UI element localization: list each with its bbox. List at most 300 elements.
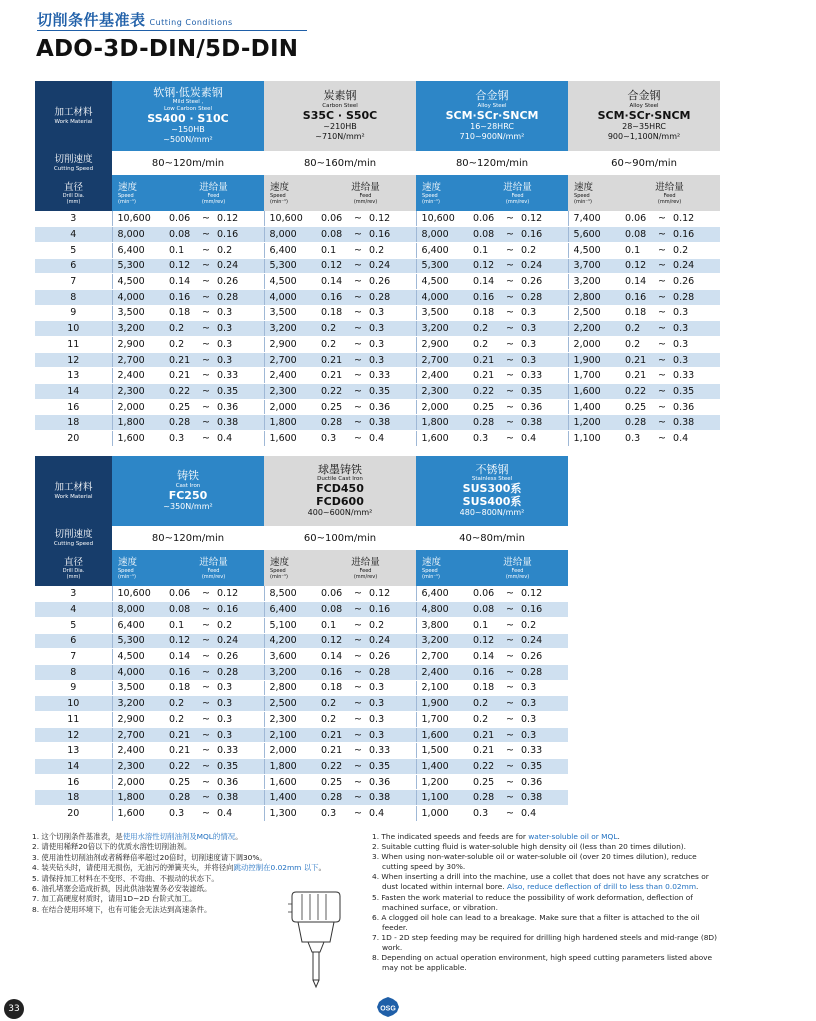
feed-min: 0.21 (321, 370, 343, 382)
table-row (35, 586, 568, 602)
feed-cell (315, 649, 416, 665)
feed-cell (467, 415, 568, 431)
note-text: 8. 在结合使用环境下，也有可能会无法达到高速条件。 (32, 904, 212, 914)
material-name-en: Alloy Steel (629, 102, 659, 109)
feed-cell (315, 211, 416, 227)
table-row (35, 696, 568, 712)
speed-cell: 2,500 (264, 696, 315, 712)
feed-min: 0.3 (321, 807, 337, 819)
speed-cell: 1,800 (112, 415, 163, 431)
feed-zh: 进给量 (351, 181, 380, 193)
feed-tilde: ~ (506, 432, 515, 444)
note-item (372, 893, 724, 913)
feed-min: 0.22 (473, 760, 495, 772)
feed-min: 0.06 (473, 588, 495, 600)
feed-min: 0.25 (473, 776, 495, 788)
feed-cell (467, 602, 568, 618)
material-header (416, 81, 568, 151)
table-row (35, 727, 568, 743)
note-highlight: water-soluble oil or MQL (528, 832, 618, 841)
material-header (416, 456, 568, 526)
feed-tilde: ~ (506, 213, 515, 225)
feed-max: 0.12 (217, 588, 239, 600)
speed-cell: 3,500 (112, 305, 163, 321)
feed-max: 0.28 (369, 666, 391, 678)
feed-cell (163, 384, 264, 400)
feed-min: 0.16 (169, 291, 191, 303)
speed-cell: 1,100 (568, 431, 619, 447)
feed-max: 0.3 (369, 682, 385, 694)
feed-tilde: ~ (202, 635, 210, 647)
material-spec-2: 710~900N/mm² (459, 131, 525, 141)
feed-en: Feed (207, 567, 220, 574)
feed-min: 0.08 (169, 229, 191, 241)
feed-tilde: ~ (202, 432, 210, 444)
speed-cell: 4,800 (416, 602, 467, 618)
speed-cell: 1,200 (568, 415, 619, 431)
feed-max: 0.26 (369, 276, 391, 288)
speed-cell: 3,200 (264, 664, 315, 680)
feed-tilde: ~ (202, 354, 210, 366)
speed-cell: 2,700 (112, 727, 163, 743)
feed-tilde: ~ (202, 370, 210, 382)
speed-cell: 1,800 (416, 415, 467, 431)
feed-max: 0.4 (369, 432, 385, 444)
feed-max: 0.26 (217, 651, 239, 663)
feed-min: 0.18 (321, 682, 343, 694)
material-spec: 400~600N/mm² (307, 507, 373, 517)
speed-cell: 1,700 (416, 712, 467, 728)
feed-min: 0.14 (169, 651, 191, 663)
feed-max: 0.33 (217, 745, 239, 757)
feed-max: 0.24 (369, 635, 391, 647)
speed-cell: 3,200 (416, 321, 467, 337)
feed-tilde: ~ (506, 604, 514, 616)
feed-min: 0.21 (473, 745, 495, 757)
feed-max: 0.24 (521, 260, 543, 272)
feed-max: 0.16 (673, 229, 695, 241)
feed-tilde: ~ (658, 260, 667, 272)
feed-max: 0.3 (369, 713, 385, 725)
title-divider (37, 30, 307, 31)
note-highlight: 使用水溶性切削油剂及MQL的情况 (122, 832, 236, 841)
feed-cell (163, 305, 264, 321)
feed-header (163, 550, 264, 586)
feed-max: 0.2 (369, 244, 385, 256)
feed-tilde: ~ (202, 651, 210, 663)
feed-min: 0.3 (473, 807, 489, 819)
feed-cell (315, 602, 416, 618)
feed-tilde: ~ (202, 588, 210, 600)
feed-cell (315, 586, 416, 602)
speed-en: Speed (118, 192, 134, 199)
table-row (35, 680, 568, 696)
feed-tilde: ~ (506, 619, 514, 631)
feed-max: 0.36 (673, 401, 695, 413)
feed-header (315, 550, 416, 586)
note-item (372, 913, 724, 933)
feed-cell (467, 790, 568, 806)
drill-dia-cell: 8 (35, 289, 112, 305)
column-header-row (35, 550, 568, 586)
feed-max: 0.4 (521, 807, 537, 819)
speed-cell: 2,700 (264, 352, 315, 368)
feed-max: 0.35 (217, 760, 239, 772)
feed-tilde: ~ (658, 354, 667, 366)
feed-tilde: ~ (354, 698, 362, 710)
speed-cell: 4,500 (264, 274, 315, 290)
speed-cell: 8,000 (112, 602, 163, 618)
feed-header (163, 175, 264, 211)
speed-cell: 1,100 (416, 790, 467, 806)
feed-min: 0.08 (321, 229, 343, 241)
cutting-speed-zh: 切削速度 (54, 528, 93, 540)
cutting-speed-value: 80~120m/min (455, 157, 529, 169)
feed-cell (315, 337, 416, 353)
cutting-speed-en: Cutting Speed (53, 165, 94, 172)
table-row (35, 211, 720, 227)
feed-min: 0.08 (321, 604, 343, 616)
feed-cell (163, 586, 264, 602)
feed-max: 0.4 (217, 807, 233, 819)
feed-max: 0.38 (369, 792, 391, 804)
feed-tilde: ~ (354, 385, 362, 397)
material-grade: S35C · S50C (302, 108, 378, 122)
feed-cell (315, 368, 416, 384)
material-name-en: Cast Iron (175, 482, 201, 489)
feed-min: 0.25 (321, 776, 343, 788)
note-item (32, 842, 372, 852)
speed-en: Speed (118, 567, 134, 574)
feed-min: 0.2 (473, 338, 489, 350)
cutting-speed-value: 60~100m/min (303, 532, 377, 544)
feed-max: 0.3 (217, 307, 233, 319)
feed-max: 0.16 (369, 604, 391, 616)
drill-dia-cell: 14 (35, 384, 112, 400)
feed-tilde: ~ (202, 213, 210, 225)
feed-min: 0.12 (169, 260, 191, 272)
feed-tilde: ~ (506, 588, 514, 600)
feed-min: 0.2 (169, 713, 185, 725)
feed-max: 0.3 (521, 338, 537, 350)
feed-tilde: ~ (506, 760, 514, 772)
feed-max: 0.24 (521, 635, 543, 647)
drill-dia-cell: 4 (35, 227, 112, 243)
speed-unit: (min⁻¹) (270, 573, 288, 580)
speed-cell: 4,200 (264, 633, 315, 649)
drill-dia-cell: 4 (35, 602, 112, 618)
material-grade-2: SUS400系 (462, 494, 522, 508)
material-header-row (35, 81, 720, 151)
feed-cell (467, 649, 568, 665)
feed-cell (619, 399, 720, 415)
note-text-end: 。 (235, 832, 243, 841)
feed-max: 0.36 (369, 776, 391, 788)
speed-cell: 1,400 (416, 759, 467, 775)
speed-cell: 5,300 (416, 258, 467, 274)
feed-min: 0.14 (473, 651, 495, 663)
note-item (32, 832, 372, 842)
feed-max: 0.33 (673, 370, 695, 382)
note-text: 2. Suitable cutting fluid is water-soluble high density oil (less than 20 times dilution). (372, 842, 686, 852)
feed-tilde: ~ (354, 760, 362, 772)
feed-tilde: ~ (202, 417, 210, 429)
feed-min: 0.12 (625, 260, 647, 272)
feed-cell (163, 617, 264, 633)
feed-max: 0.35 (369, 385, 391, 397)
feed-min: 0.14 (321, 651, 343, 663)
speed-unit: (min⁻¹) (574, 198, 593, 205)
feed-tilde: ~ (658, 417, 667, 429)
speed-cell: 2,400 (112, 368, 163, 384)
table-row (35, 617, 568, 633)
feed-max: 0.38 (521, 417, 543, 429)
feed-max: 0.2 (521, 244, 537, 256)
speed-cell: 1,400 (568, 399, 619, 415)
cutting-speed-label (35, 151, 112, 175)
feed-max: 0.4 (521, 432, 537, 444)
speed-header (112, 175, 163, 211)
drill-dia-cell: 10 (35, 321, 112, 337)
feed-min: 0.22 (473, 385, 495, 397)
feed-cell (163, 696, 264, 712)
feed-tilde: ~ (354, 807, 362, 819)
feed-en: Feed (359, 192, 372, 199)
feed-tilde: ~ (506, 776, 514, 788)
table-row (35, 258, 720, 274)
feed-min: 0.3 (169, 807, 185, 819)
note-item (372, 953, 724, 973)
feed-en: Feed (359, 567, 372, 574)
feed-tilde: ~ (354, 682, 362, 694)
drill-dia-en: Drill Dia. (62, 192, 85, 199)
drill-dia-unit: (mm) (66, 573, 81, 580)
speed-cell: 10,600 (264, 211, 315, 227)
feed-cell (163, 806, 264, 822)
feed-min: 0.16 (473, 291, 495, 303)
table-row (35, 602, 568, 618)
feed-tilde: ~ (658, 338, 667, 350)
feed-cell (163, 368, 264, 384)
feed-min: 0.08 (473, 604, 495, 616)
cutting-speed-value: 80~120m/min (151, 532, 225, 544)
cutting-speed-label (35, 526, 112, 550)
feed-tilde: ~ (506, 401, 515, 413)
table-row (35, 227, 720, 243)
feed-tilde: ~ (506, 417, 515, 429)
table-row (35, 368, 720, 384)
feed-min: 0.22 (321, 760, 343, 772)
speed-zh: 速度 (574, 181, 594, 193)
feed-max: 0.38 (521, 792, 543, 804)
material-header (264, 456, 416, 526)
feed-tilde: ~ (354, 260, 362, 272)
feed-cell (315, 743, 416, 759)
feed-cell (315, 227, 416, 243)
feed-min: 0.22 (169, 385, 191, 397)
feed-min: 0.2 (473, 323, 489, 335)
feed-min: 0.08 (169, 604, 191, 616)
material-name-en: Mild Steel , (172, 99, 204, 105)
feed-cell (467, 305, 568, 321)
feed-max: 0.28 (217, 291, 239, 303)
feed-min: 0.28 (169, 792, 191, 804)
material-name-zh: 球墨铸铁 (318, 463, 363, 477)
speed-header (416, 175, 467, 211)
feed-tilde: ~ (506, 807, 514, 819)
material-header (112, 81, 264, 151)
feed-min: 0.1 (169, 244, 185, 256)
feed-tilde: ~ (354, 432, 362, 444)
feed-cell (467, 274, 568, 290)
speed-cell: 1,600 (568, 384, 619, 400)
note-item (372, 872, 724, 892)
speed-header (568, 175, 619, 211)
feed-max: 0.28 (521, 291, 543, 303)
feed-min: 0.2 (625, 323, 641, 335)
feed-tilde: ~ (658, 229, 667, 241)
feed-tilde: ~ (506, 651, 514, 663)
material-spec: ~150HB (171, 125, 205, 135)
drill-dia-cell: 6 (35, 258, 112, 274)
cutting-speed-row (35, 151, 720, 175)
feed-min: 0.2 (321, 698, 337, 710)
table-row (35, 242, 720, 258)
speed-cell: 2,000 (264, 743, 315, 759)
table-row (35, 337, 720, 353)
feed-max: 0.2 (217, 619, 233, 631)
feed-zh: 进给量 (503, 181, 532, 193)
feed-min: 0.28 (321, 792, 343, 804)
drill-dia-cell: 11 (35, 712, 112, 728)
feed-max: 0.16 (369, 229, 391, 241)
material-grade: SS400 · S10C (147, 112, 229, 125)
feed-min: 0.16 (169, 666, 191, 678)
work-material-en: Work Material (54, 493, 93, 500)
speed-cell: 1,700 (568, 368, 619, 384)
material-grade: FCD450 (316, 482, 364, 496)
note-item (372, 842, 724, 852)
feed-tilde: ~ (506, 291, 515, 303)
feed-max: 0.3 (369, 338, 385, 350)
cutting-speed-value: 80~120m/min (151, 157, 225, 169)
feed-cell (467, 664, 568, 680)
feed-min: 0.28 (169, 417, 191, 429)
feed-tilde: ~ (658, 323, 667, 335)
feed-max: 0.3 (521, 682, 537, 694)
drill-dia-zh: 直径 (63, 556, 83, 568)
feed-tilde: ~ (658, 244, 667, 256)
drill-dia-cell: 16 (35, 399, 112, 415)
feed-min: 0.06 (321, 588, 343, 600)
feed-min: 0.18 (625, 307, 647, 319)
feed-tilde: ~ (354, 338, 362, 350)
drill-dia-cell: 9 (35, 680, 112, 696)
feed-cell (467, 258, 568, 274)
feed-tilde: ~ (506, 635, 514, 647)
feed-min: 0.16 (473, 666, 495, 678)
feed-unit: (mm/rev) (657, 198, 682, 205)
feed-cell (467, 211, 568, 227)
feed-min: 0.14 (169, 276, 191, 288)
speed-cell: 6,400 (416, 586, 467, 602)
feed-min: 0.25 (321, 401, 343, 413)
speed-zh: 速度 (270, 556, 290, 568)
feed-tilde: ~ (354, 666, 362, 678)
feed-tilde: ~ (202, 760, 210, 772)
feed-tilde: ~ (354, 323, 362, 335)
material-name-zh: 铸铁 (177, 469, 199, 483)
work-material-zh: 加工材料 (54, 106, 93, 118)
feed-cell (619, 289, 720, 305)
model-title: ADO-3D-DIN/5D-DIN (36, 36, 299, 62)
feed-tilde: ~ (354, 588, 362, 600)
speed-cell: 1,400 (264, 790, 315, 806)
drill-dia-cell: 12 (35, 352, 112, 368)
note-text-end: . (696, 882, 699, 892)
speed-zh: 速度 (118, 181, 138, 193)
feed-min: 0.2 (321, 323, 337, 335)
speed-cell: 4,500 (416, 274, 467, 290)
feed-cell (163, 664, 264, 680)
feed-cell (315, 759, 416, 775)
drill-dia-en: Drill Dia. (62, 567, 85, 574)
speed-cell: 2,400 (112, 743, 163, 759)
cutting-speed-row (35, 526, 568, 550)
speed-header (264, 175, 315, 211)
feed-cell (163, 399, 264, 415)
feed-tilde: ~ (506, 260, 515, 272)
feed-cell (467, 806, 568, 822)
notes-english (372, 832, 724, 973)
feed-min: 0.16 (321, 291, 343, 303)
speed-zh: 速度 (118, 556, 138, 568)
feed-min: 0.22 (625, 385, 647, 397)
feed-min: 0.06 (473, 213, 495, 225)
speed-cell: 1,600 (264, 431, 315, 447)
material-name-en: Stainless Steel (471, 476, 513, 483)
speed-cell: 2,200 (568, 321, 619, 337)
feed-header (315, 175, 416, 211)
feed-cell (315, 790, 416, 806)
feed-min: 0.21 (321, 354, 343, 366)
feed-max: 0.35 (673, 385, 695, 397)
feed-max: 0.12 (673, 213, 695, 225)
speed-cell: 1,600 (416, 431, 467, 447)
feed-zh: 进给量 (199, 556, 228, 568)
speed-cell: 2,000 (568, 337, 619, 353)
feed-unit: (mm/rev) (201, 573, 226, 580)
feed-max: 0.16 (521, 604, 543, 616)
feed-min: 0.2 (169, 338, 185, 350)
feed-max: 0.2 (521, 619, 537, 631)
drill-dia-header (35, 550, 112, 586)
speed-cell: 2,300 (416, 384, 467, 400)
feed-tilde: ~ (202, 291, 210, 303)
material-grade: SCM·SCr·SNCM (445, 108, 539, 122)
feed-min: 0.2 (321, 338, 337, 350)
feed-min: 0.1 (473, 619, 489, 631)
drill-dia-cell: 16 (35, 774, 112, 790)
drill-dia-cell: 11 (35, 337, 112, 353)
feed-cell (315, 431, 416, 447)
material-name-zh: 软钢·低炭素钢 (153, 85, 223, 99)
feed-cell (467, 633, 568, 649)
drill-dia-cell: 13 (35, 368, 112, 384)
feed-tilde: ~ (506, 729, 514, 741)
material-spec: 480~800N/mm² (459, 507, 525, 517)
speed-cell: 2,400 (416, 664, 467, 680)
